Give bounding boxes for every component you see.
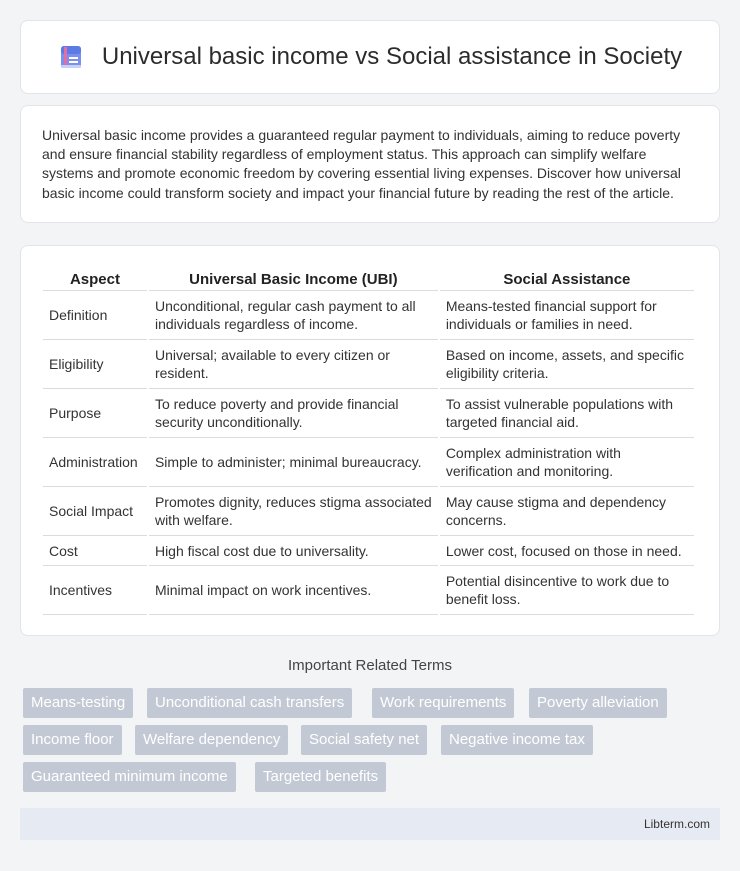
aspect-cell: Purpose xyxy=(43,389,147,438)
social-assistance-cell: Potential disincentive to work due to benefit loss. xyxy=(440,566,694,615)
table-row xyxy=(43,291,694,340)
ubi-cell: Unconditional, regular cash payment to all individuals regardless of income. xyxy=(149,291,438,340)
social-assistance-cell: Lower cost, focused on those in need. xyxy=(440,536,694,566)
footer-brand[interactable]: Libterm.com xyxy=(643,817,710,831)
ubi-cell: High fiscal cost due to universality. xyxy=(149,536,438,566)
tag-welfare-dependency[interactable]: Welfare dependency xyxy=(135,725,288,755)
column-header: Aspect xyxy=(43,266,147,291)
related-terms-title: Important Related Terms xyxy=(288,657,452,674)
aspect-cell: Eligibility xyxy=(43,340,147,389)
intro-text: Universal basic income provides a guaranteed regular payment to individuals, aiming to reduce poverty and ensure financial stability regardless of employment status. This approach can simplify welfare systems and promote economic freedom by covering essential living expenses. Discover how universal basic income could transform society and impact your financial future by reading the rest of the article. xyxy=(42,127,681,201)
social-assistance-cell: May cause stigma and dependency concerns. xyxy=(440,487,694,536)
page-title: Universal basic income vs Social assistance in Society xyxy=(101,43,683,70)
table-row xyxy=(43,566,694,615)
table-row xyxy=(43,487,694,536)
tag-poverty-alleviation[interactable]: Poverty alleviation xyxy=(529,688,667,718)
tag-negative-income-tax[interactable]: Negative income tax xyxy=(441,725,593,755)
aspect-cell: Incentives xyxy=(43,566,147,615)
tag-income-floor[interactable]: Income floor xyxy=(23,725,122,755)
title-card xyxy=(20,20,720,94)
tag-unconditional-cash-transfers[interactable]: Unconditional cash transfers xyxy=(147,688,352,718)
comparison-table xyxy=(41,266,696,615)
tag-means-testing[interactable]: Means-testing xyxy=(23,688,133,718)
aspect-cell: Social Impact xyxy=(43,487,147,536)
table-row xyxy=(43,536,694,566)
aspect-cell: Administration xyxy=(43,438,147,487)
aspect-cell: Definition xyxy=(43,291,147,340)
table-row xyxy=(43,340,694,389)
social-assistance-cell: Complex administration with verification and monitoring. xyxy=(440,438,694,487)
tag-guaranteed-minimum-income[interactable]: Guaranteed minimum income xyxy=(23,762,236,792)
book-icon xyxy=(58,44,84,70)
ubi-cell: Universal; available to every citizen or resident. xyxy=(149,340,438,389)
column-header: Social Assistance xyxy=(440,266,694,291)
ubi-cell: To reduce poverty and provide financial security unconditionally. xyxy=(149,389,438,438)
footer xyxy=(20,808,720,840)
ubi-cell: Minimal impact on work incentives. xyxy=(149,566,438,615)
table-row xyxy=(43,438,694,487)
aspect-cell: Cost xyxy=(43,536,147,566)
table-row xyxy=(43,389,694,438)
social-assistance-cell: Based on income, assets, and specific eligibility criteria. xyxy=(440,340,694,389)
ubi-cell: Promotes dignity, reduces stigma associated with welfare. xyxy=(149,487,438,536)
tag-targeted-benefits[interactable]: Targeted benefits xyxy=(255,762,386,792)
comparison-table-card xyxy=(20,245,720,636)
tag-social-safety-net[interactable]: Social safety net xyxy=(301,725,427,755)
intro-card xyxy=(20,105,720,223)
tag-work-requirements[interactable]: Work requirements xyxy=(372,688,514,718)
ubi-cell: Simple to administer; minimal bureaucracy. xyxy=(149,438,438,487)
social-assistance-cell: Means-tested financial support for individuals or families in need. xyxy=(440,291,694,340)
column-header: Universal Basic Income (UBI) xyxy=(149,266,438,291)
social-assistance-cell: To assist vulnerable populations with targeted financial aid. xyxy=(440,389,694,438)
